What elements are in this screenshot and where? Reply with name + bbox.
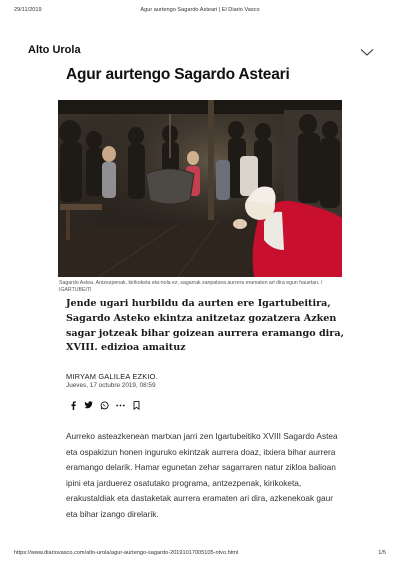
section-bar (28, 44, 376, 60)
print-footer (14, 550, 386, 560)
print-page-title: Agur aurtengo Sagardo Asteari | El Diario Vasco (140, 7, 260, 13)
article-headline: Agur aurtengo Sagardo Asteari (66, 66, 290, 83)
photo-caption: Sagardo Astea. Antzezpenak, kirikoketa eta-nola ez, sagarrak zanpatzea aurrera eramaten ari dira egun hauetan. / IGARTUBEITI (59, 280, 323, 293)
section-link[interactable]: Alto Urola (28, 44, 81, 56)
article-body: Aurreko asteazkenean martxan jarri zen Igartubeitiko XVIII Sagardo Astea eta ospakizun honen inguruko ekintzak aurrera doaz, itxiera bihar aurrera eramango delarik. Hamar egunetan zehar sagarraren natur zikloa balioan ipini eta jarduerez osatutako programa, antzezpenak, kirikoketa, erakustaldiak eta dastaketak aurrera eramaten ari dira, azkenekoak gaur eta bihar izango direlarik. (66, 431, 338, 519)
print-header (14, 7, 386, 19)
print-date: 29/11/2019 (14, 7, 42, 13)
facebook-icon[interactable] (68, 401, 77, 410)
article-photo (58, 100, 342, 277)
print-page-number: 1/5 (378, 550, 386, 556)
publish-date: Jueves, 17 octubre 2019, 08:59 (66, 382, 156, 389)
author: MIRYAM GALILEA EZKIO. (66, 372, 158, 381)
article-subtitle: Jende ugari hurbildu da aurten ere Igartubeitira, Sagardo Asteko ekintza anitzetaz gozatzera Azken sagar jotzeak bihar goizean aurrera eramango dira, XVIII. edizioa amaituz (66, 298, 344, 354)
article-photo-illustration (58, 100, 342, 277)
chevron-down-icon[interactable] (360, 44, 374, 54)
print-url: https://www.diariovasco.com/alto-urola/agur-aurtengo-sagardo-20191017005105-ntvo.html (14, 550, 239, 556)
whatsapp-icon[interactable] (100, 401, 109, 410)
share-bar (68, 399, 141, 411)
twitter-icon[interactable] (84, 401, 93, 410)
bookmark-icon[interactable] (132, 401, 141, 410)
more-icon[interactable] (116, 401, 125, 410)
